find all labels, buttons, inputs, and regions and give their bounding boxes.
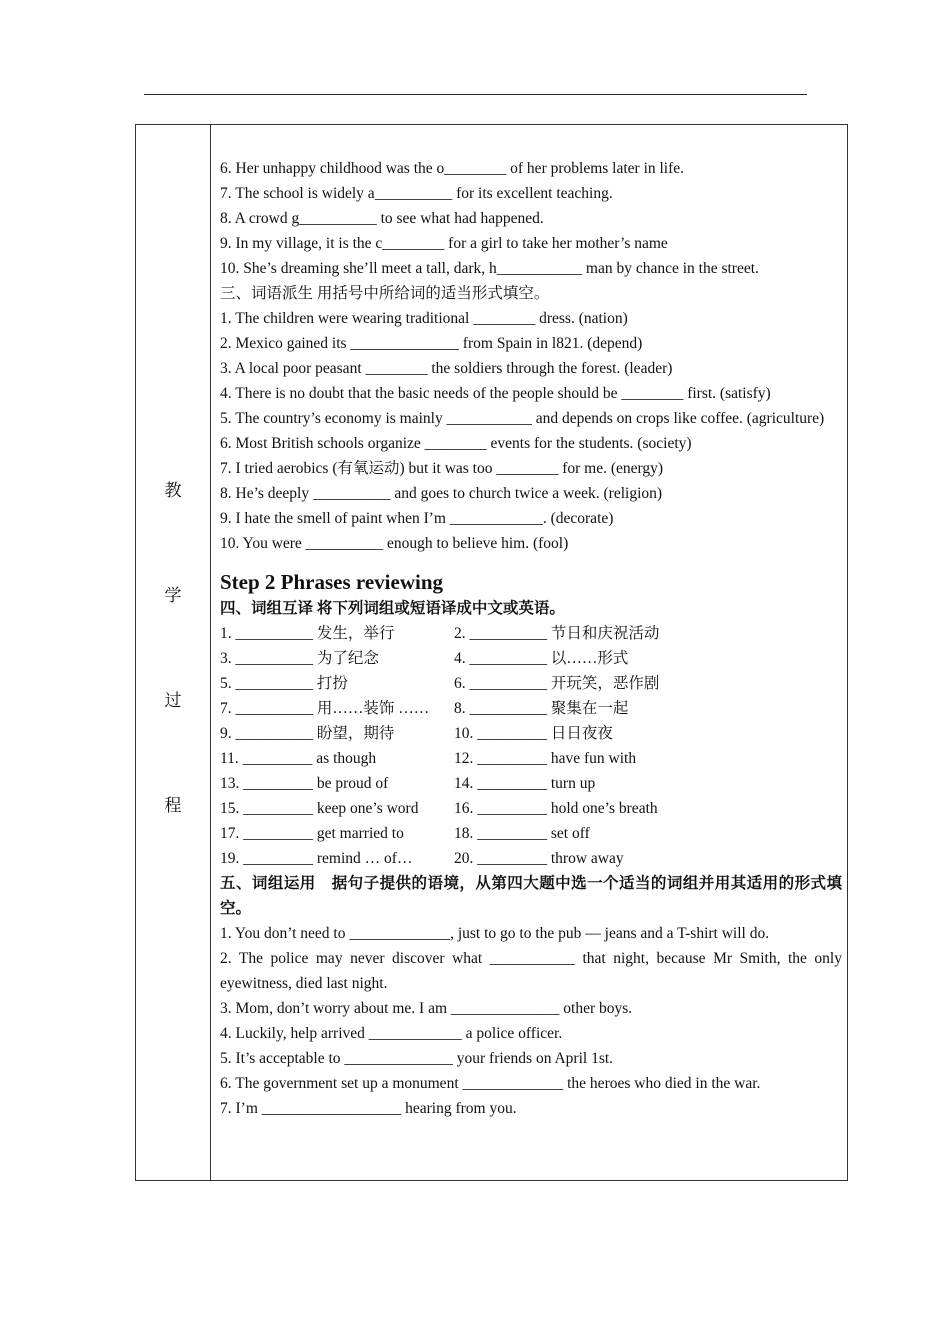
phrase-pair: [220, 746, 842, 771]
exercise-item: 7. I’m __________________ hearing from you.: [220, 1100, 517, 1117]
exercise-item: 7. I tried aerobics (有氧运动) but it was too ________ for me. (energy): [220, 460, 664, 477]
exercise-item: 8. He’s deeply __________ and goes to church twice a week. (religion): [220, 485, 663, 502]
header-rule: [144, 94, 807, 95]
phrase-item: 16. _________ hold one’s breath: [454, 800, 658, 817]
exercise-item: 6. Most British schools organize ________ events for the students. (society): [220, 435, 692, 452]
phrase-item: 7. __________ 用……装饰 ……: [220, 700, 430, 717]
column-divider: [210, 125, 211, 1180]
exercise-item: 6. Her unhappy childhood was the o________ of her problems later in life.: [220, 160, 685, 177]
phrase-item: 5. __________ 打扮: [220, 675, 348, 692]
phrase-pair: [220, 621, 842, 646]
phrase-item: 11. _________ as though: [220, 750, 377, 767]
phrase-pair: [220, 821, 842, 846]
section5-title: 五、词组运用 据句子提供的语境，从第四大题中选一个适当的词组并用其适用的形式填空。: [220, 875, 842, 917]
side-label-char: 教: [164, 481, 182, 500]
exercise-item: 2. Mexico gained its ______________ from Spain in l821. (depend): [220, 335, 643, 352]
exercise-item: 10. She’s dreaming she’ll meet a tall, dark, h___________ man by chance in the street.: [220, 260, 759, 277]
exercise-item: 6. The government set up a monument _____________ the heroes who died in the war.: [220, 1075, 761, 1092]
side-label-char: 学: [164, 586, 182, 605]
exercise-item: 9. I hate the smell of paint when I’m ____________. (decorate): [220, 510, 614, 527]
phrase-item: 4. __________ 以……形式: [454, 650, 629, 667]
exercise-item: 9. In my village, it is the c________ for a girl to take her mother’s name: [220, 235, 668, 252]
phrase-item: 12. _________ have fun with: [454, 750, 637, 767]
phrase-item: 2. __________ 节日和庆祝活动: [454, 625, 660, 642]
section3-title: 三、词语派生 用括号中所给词的适当形式填空。: [220, 285, 550, 302]
side-label-char: 程: [164, 796, 182, 815]
step2-heading: Step 2 Phrases reviewing: [220, 570, 444, 594]
lesson-table: [135, 124, 848, 1181]
phrase-pair: [220, 846, 842, 871]
phrase-pair: [220, 646, 842, 671]
phrase-pair: [220, 671, 842, 696]
phrase-item: 15. _________ keep one’s word: [220, 800, 419, 817]
exercise-item: 8. A crowd g__________ to see what had happened.: [220, 210, 544, 227]
exercise-item: 4. Luckily, help arrived ____________ a police officer.: [220, 1025, 563, 1042]
phrase-pair: [220, 796, 842, 821]
phrase-item: 3. __________ 为了纪念: [220, 650, 379, 667]
phrase-item: 19. _________ remind … of…: [220, 850, 413, 867]
exercise-item: 10. You were __________ enough to believe him. (fool): [220, 535, 569, 552]
exercise-item: 3. Mom, don’t worry about me. I am ______________ other boys.: [220, 1000, 633, 1017]
phrase-pair: [220, 721, 842, 746]
phrase-item: 9. __________ 盼望，期待: [220, 725, 395, 742]
side-label-char: 过: [164, 691, 182, 710]
phrase-item: 8. __________ 聚集在一起: [454, 700, 629, 717]
exercise-item: 7. The school is widely a__________ for its excellent teaching.: [220, 185, 613, 202]
phrase-pair: [220, 696, 842, 721]
exercise-item: 1. You don’t need to _____________, just to go to the pub — jeans and a T-shirt will do.: [220, 925, 770, 942]
phrase-item: 17. _________ get married to: [220, 825, 404, 842]
section4-title: 四、词组互译 将下列词组或短语译成中文或英语。: [220, 600, 565, 617]
exercise-item: 4. There is no doubt that the basic needs of the people should be ________ first. (satisfy): [220, 385, 771, 402]
phrase-item: 20. _________ throw away: [454, 850, 624, 867]
exercise-item: 1. The children were wearing traditional ________ dress. (nation): [220, 310, 628, 327]
phrase-item: 1. __________ 发生，举行: [220, 625, 395, 642]
phrase-item: 10. _________ 日日夜夜: [454, 725, 613, 742]
phrase-item: 6. __________ 开玩笑，恶作剧: [454, 675, 660, 692]
phrase-item: 13. _________ be proud of: [220, 775, 389, 792]
exercise-item: 5. The country’s economy is mainly ___________ and depends on crops like coffee. (agriculture): [220, 410, 825, 427]
phrase-item: 18. _________ set off: [454, 825, 590, 842]
lesson-content: [220, 156, 842, 1121]
phrase-pair: [220, 771, 842, 796]
exercise-item: 2. The police may never discover what ___________ that night, because Mr Smith, the only eyewitness, died last night.: [220, 950, 842, 992]
exercise-item: 3. A local poor peasant ________ the soldiers through the forest. (leader): [220, 360, 673, 377]
exercise-item: 5. It’s acceptable to ______________ your friends on April 1st.: [220, 1050, 614, 1067]
phrase-item: 14. _________ turn up: [454, 775, 596, 792]
